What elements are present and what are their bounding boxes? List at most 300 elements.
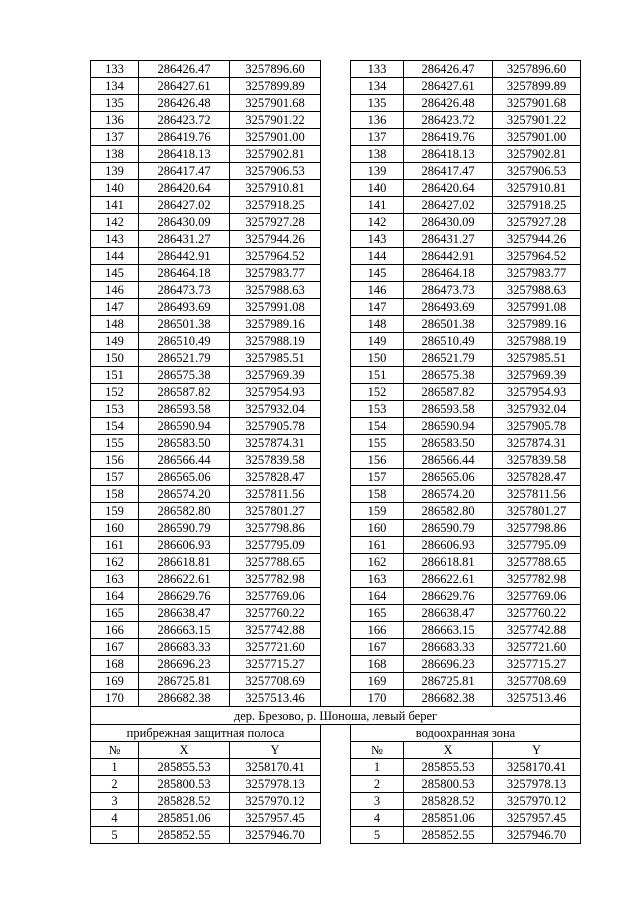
table-row bbox=[91, 299, 581, 316]
x-coordinate-cell: 286427.61 bbox=[404, 78, 493, 95]
table-row bbox=[91, 452, 581, 469]
point-number-cell: 4 bbox=[351, 810, 404, 827]
table-row bbox=[91, 367, 581, 384]
column-gap bbox=[321, 146, 351, 163]
x-coordinate-cell: 285855.53 bbox=[139, 759, 230, 776]
y-coordinate-cell: 3257988.63 bbox=[230, 282, 321, 299]
x-coordinate-cell: 286638.47 bbox=[139, 605, 230, 622]
table-row bbox=[91, 112, 581, 129]
y-coordinate-cell: 3257932.04 bbox=[493, 401, 581, 418]
y-coordinate-cell: 3257901.22 bbox=[493, 112, 581, 129]
table-row bbox=[91, 333, 581, 350]
x-coordinate-cell: 286725.81 bbox=[139, 673, 230, 690]
x-coordinate-cell: 286426.47 bbox=[404, 61, 493, 78]
point-number-cell: 133 bbox=[91, 61, 139, 78]
y-coordinate-cell: 3257910.81 bbox=[493, 180, 581, 197]
y-coordinate-cell: 3257721.60 bbox=[230, 639, 321, 656]
column-gap bbox=[321, 759, 351, 776]
y-coordinate-cell: 3257954.93 bbox=[493, 384, 581, 401]
y-coordinate-cell: 3257991.08 bbox=[493, 299, 581, 316]
x-coordinate-cell: 286427.02 bbox=[139, 197, 230, 214]
table-row bbox=[91, 537, 581, 554]
y-coordinate-cell: 3257988.63 bbox=[493, 282, 581, 299]
table-row bbox=[91, 384, 581, 401]
y-coordinate-cell: 3257801.27 bbox=[493, 503, 581, 520]
point-number-cell: 145 bbox=[91, 265, 139, 282]
x-coordinate-cell: 286431.27 bbox=[139, 231, 230, 248]
x-coordinate-cell: 286442.91 bbox=[404, 248, 493, 265]
x-coordinate-cell: 286574.20 bbox=[139, 486, 230, 503]
x-coordinate-cell: 286618.81 bbox=[139, 554, 230, 571]
y-coordinate-cell: 3257970.12 bbox=[230, 793, 321, 810]
right-zone-title: водоохранная зона bbox=[351, 725, 581, 742]
column-gap bbox=[321, 384, 351, 401]
x-coordinate-cell: 286582.80 bbox=[139, 503, 230, 520]
x-coordinate-cell: 286682.38 bbox=[404, 690, 493, 707]
point-number-cell: 146 bbox=[91, 282, 139, 299]
y-coordinate-cell: 3257906.53 bbox=[230, 163, 321, 180]
point-number-cell: 168 bbox=[351, 656, 404, 673]
y-coordinate-cell: 3257798.86 bbox=[230, 520, 321, 537]
x-coordinate-cell: 286430.09 bbox=[404, 214, 493, 231]
y-coordinate-cell: 3257901.22 bbox=[230, 112, 321, 129]
x-coordinate-cell: 285828.52 bbox=[404, 793, 493, 810]
point-number-cell: 141 bbox=[351, 197, 404, 214]
y-coordinate-cell: 3257811.56 bbox=[230, 486, 321, 503]
x-coordinate-cell: 286473.73 bbox=[139, 282, 230, 299]
y-coordinate-cell: 3257969.39 bbox=[493, 367, 581, 384]
point-number-cell: 150 bbox=[351, 350, 404, 367]
point-number-cell: 159 bbox=[91, 503, 139, 520]
section-title: дер. Брезово, р. Шоноша, левый берег bbox=[91, 707, 581, 725]
point-number-cell: 144 bbox=[351, 248, 404, 265]
y-coordinate-cell: 3257918.25 bbox=[493, 197, 581, 214]
table-row bbox=[91, 690, 581, 707]
point-number-cell: 156 bbox=[351, 452, 404, 469]
point-number-cell: 137 bbox=[351, 129, 404, 146]
point-number-cell: 164 bbox=[91, 588, 139, 605]
x-coordinate-cell: 286725.81 bbox=[404, 673, 493, 690]
point-number-cell: 135 bbox=[91, 95, 139, 112]
point-number-cell: 148 bbox=[351, 316, 404, 333]
point-number-cell: 163 bbox=[91, 571, 139, 588]
y-coordinate-cell: 3257896.60 bbox=[493, 61, 581, 78]
column-gap bbox=[321, 605, 351, 622]
x-coordinate-cell: 286442.91 bbox=[139, 248, 230, 265]
x-coordinate-cell: 286683.33 bbox=[404, 639, 493, 656]
table-row bbox=[91, 486, 581, 503]
column-gap bbox=[321, 112, 351, 129]
column-gap bbox=[321, 265, 351, 282]
y-coordinate-cell: 3257989.16 bbox=[493, 316, 581, 333]
zone-title-row bbox=[91, 725, 581, 742]
y-coordinate-cell: 3257946.70 bbox=[230, 827, 321, 844]
column-gap bbox=[321, 810, 351, 827]
y-coordinate-cell: 3257899.89 bbox=[493, 78, 581, 95]
x-coordinate-cell: 286521.79 bbox=[139, 350, 230, 367]
x-coordinate-cell: 286464.18 bbox=[404, 265, 493, 282]
y-coordinate-cell: 3257742.88 bbox=[230, 622, 321, 639]
header-y: Y bbox=[493, 742, 581, 759]
y-coordinate-cell: 3257901.00 bbox=[230, 129, 321, 146]
y-coordinate-cell: 3257969.39 bbox=[230, 367, 321, 384]
coordinates-table bbox=[90, 60, 581, 844]
table-row bbox=[91, 350, 581, 367]
x-coordinate-cell: 286493.69 bbox=[139, 299, 230, 316]
table-row bbox=[91, 810, 581, 827]
table-row bbox=[91, 265, 581, 282]
y-coordinate-cell: 3257910.81 bbox=[230, 180, 321, 197]
y-coordinate-cell: 3257801.27 bbox=[230, 503, 321, 520]
point-number-cell: 147 bbox=[91, 299, 139, 316]
column-gap bbox=[321, 622, 351, 639]
y-coordinate-cell: 3257985.51 bbox=[230, 350, 321, 367]
header-x: X bbox=[404, 742, 493, 759]
column-gap bbox=[321, 827, 351, 844]
x-coordinate-cell: 286510.49 bbox=[404, 333, 493, 350]
x-coordinate-cell: 286606.93 bbox=[139, 537, 230, 554]
y-coordinate-cell: 3257769.06 bbox=[230, 588, 321, 605]
y-coordinate-cell: 3257839.58 bbox=[230, 452, 321, 469]
column-gap bbox=[321, 197, 351, 214]
y-coordinate-cell: 3257927.28 bbox=[493, 214, 581, 231]
point-number-cell: 169 bbox=[91, 673, 139, 690]
table-row bbox=[91, 401, 581, 418]
column-gap bbox=[321, 742, 351, 759]
point-number-cell: 160 bbox=[351, 520, 404, 537]
y-coordinate-cell: 3257896.60 bbox=[230, 61, 321, 78]
table-row bbox=[91, 78, 581, 95]
point-number-cell: 143 bbox=[91, 231, 139, 248]
column-gap bbox=[321, 61, 351, 78]
x-coordinate-cell: 286622.61 bbox=[139, 571, 230, 588]
point-number-cell: 1 bbox=[91, 759, 139, 776]
y-coordinate-cell: 3258170.41 bbox=[230, 759, 321, 776]
point-number-cell: 140 bbox=[91, 180, 139, 197]
x-coordinate-cell: 286629.76 bbox=[404, 588, 493, 605]
x-coordinate-cell: 286419.76 bbox=[139, 129, 230, 146]
x-coordinate-cell: 286418.13 bbox=[139, 146, 230, 163]
column-gap bbox=[321, 95, 351, 112]
y-coordinate-cell: 3257927.28 bbox=[230, 214, 321, 231]
column-gap bbox=[321, 639, 351, 656]
point-number-cell: 166 bbox=[91, 622, 139, 639]
x-coordinate-cell: 286566.44 bbox=[139, 452, 230, 469]
x-coordinate-cell: 286417.47 bbox=[404, 163, 493, 180]
column-gap bbox=[321, 486, 351, 503]
x-coordinate-cell: 286663.15 bbox=[404, 622, 493, 639]
y-coordinate-cell: 3257964.52 bbox=[230, 248, 321, 265]
x-coordinate-cell: 286590.79 bbox=[139, 520, 230, 537]
table-row bbox=[91, 503, 581, 520]
point-number-cell: 3 bbox=[91, 793, 139, 810]
column-gap bbox=[321, 571, 351, 588]
table-row bbox=[91, 282, 581, 299]
point-number-cell: 167 bbox=[351, 639, 404, 656]
column-gap bbox=[321, 78, 351, 95]
point-number-cell: 153 bbox=[351, 401, 404, 418]
y-coordinate-cell: 3258170.41 bbox=[493, 759, 581, 776]
y-coordinate-cell: 3257788.65 bbox=[230, 554, 321, 571]
column-gap bbox=[321, 248, 351, 265]
x-coordinate-cell: 286696.23 bbox=[404, 656, 493, 673]
point-number-cell: 154 bbox=[351, 418, 404, 435]
table-row bbox=[91, 520, 581, 537]
x-coordinate-cell: 286417.47 bbox=[139, 163, 230, 180]
column-gap bbox=[321, 793, 351, 810]
y-coordinate-cell: 3257874.31 bbox=[493, 435, 581, 452]
table-row bbox=[91, 622, 581, 639]
x-coordinate-cell: 286427.61 bbox=[139, 78, 230, 95]
y-coordinate-cell: 3257978.13 bbox=[230, 776, 321, 793]
x-coordinate-cell: 286493.69 bbox=[404, 299, 493, 316]
column-gap bbox=[321, 299, 351, 316]
table-row bbox=[91, 418, 581, 435]
point-number-cell: 155 bbox=[91, 435, 139, 452]
y-coordinate-cell: 3257839.58 bbox=[493, 452, 581, 469]
point-number-cell: 151 bbox=[91, 367, 139, 384]
point-number-cell: 5 bbox=[351, 827, 404, 844]
x-coordinate-cell: 286590.94 bbox=[139, 418, 230, 435]
table-row bbox=[91, 776, 581, 793]
x-coordinate-cell: 286587.82 bbox=[404, 384, 493, 401]
x-coordinate-cell: 286501.38 bbox=[139, 316, 230, 333]
x-coordinate-cell: 286574.20 bbox=[404, 486, 493, 503]
x-coordinate-cell: 285855.53 bbox=[404, 759, 493, 776]
point-number-cell: 153 bbox=[91, 401, 139, 418]
point-number-cell: 133 bbox=[351, 61, 404, 78]
y-coordinate-cell: 3257811.56 bbox=[493, 486, 581, 503]
x-coordinate-cell: 286582.80 bbox=[404, 503, 493, 520]
point-number-cell: 152 bbox=[351, 384, 404, 401]
x-coordinate-cell: 286606.93 bbox=[404, 537, 493, 554]
table-row bbox=[91, 435, 581, 452]
column-gap bbox=[321, 435, 351, 452]
column-gap bbox=[321, 725, 351, 742]
x-coordinate-cell: 285852.55 bbox=[139, 827, 230, 844]
point-number-cell: 142 bbox=[91, 214, 139, 231]
x-coordinate-cell: 286575.38 bbox=[404, 367, 493, 384]
x-coordinate-cell: 286427.02 bbox=[404, 197, 493, 214]
column-gap bbox=[321, 452, 351, 469]
table-row bbox=[91, 197, 581, 214]
x-coordinate-cell: 286629.76 bbox=[139, 588, 230, 605]
table-row bbox=[91, 827, 581, 844]
y-coordinate-cell: 3257513.46 bbox=[493, 690, 581, 707]
x-coordinate-cell: 286696.23 bbox=[139, 656, 230, 673]
point-number-cell: 136 bbox=[351, 112, 404, 129]
y-coordinate-cell: 3257988.19 bbox=[493, 333, 581, 350]
table-row bbox=[91, 588, 581, 605]
y-coordinate-cell: 3257954.93 bbox=[230, 384, 321, 401]
x-coordinate-cell: 286423.72 bbox=[404, 112, 493, 129]
point-number-cell: 150 bbox=[91, 350, 139, 367]
point-number-cell: 3 bbox=[351, 793, 404, 810]
y-coordinate-cell: 3257760.22 bbox=[230, 605, 321, 622]
point-number-cell: 166 bbox=[351, 622, 404, 639]
x-coordinate-cell: 286593.58 bbox=[139, 401, 230, 418]
x-coordinate-cell: 285851.06 bbox=[404, 810, 493, 827]
x-coordinate-cell: 286565.06 bbox=[139, 469, 230, 486]
point-number-cell: 162 bbox=[351, 554, 404, 571]
point-number-cell: 4 bbox=[91, 810, 139, 827]
y-coordinate-cell: 3257970.12 bbox=[493, 793, 581, 810]
point-number-cell: 137 bbox=[91, 129, 139, 146]
point-number-cell: 162 bbox=[91, 554, 139, 571]
x-coordinate-cell: 286426.48 bbox=[139, 95, 230, 112]
column-gap bbox=[321, 129, 351, 146]
point-number-cell: 158 bbox=[91, 486, 139, 503]
y-coordinate-cell: 3257788.65 bbox=[493, 554, 581, 571]
column-gap bbox=[321, 163, 351, 180]
x-coordinate-cell: 286587.82 bbox=[139, 384, 230, 401]
y-coordinate-cell: 3257782.98 bbox=[493, 571, 581, 588]
section-title-row bbox=[91, 707, 581, 725]
y-coordinate-cell: 3257985.51 bbox=[493, 350, 581, 367]
point-number-cell: 135 bbox=[351, 95, 404, 112]
column-gap bbox=[321, 401, 351, 418]
point-number-cell: 165 bbox=[351, 605, 404, 622]
y-coordinate-cell: 3257795.09 bbox=[493, 537, 581, 554]
y-coordinate-cell: 3257932.04 bbox=[230, 401, 321, 418]
point-number-cell: 157 bbox=[351, 469, 404, 486]
point-number-cell: 160 bbox=[91, 520, 139, 537]
point-number-cell: 145 bbox=[351, 265, 404, 282]
point-number-cell: 161 bbox=[91, 537, 139, 554]
table-row bbox=[91, 759, 581, 776]
point-number-cell: 148 bbox=[91, 316, 139, 333]
y-coordinate-cell: 3257760.22 bbox=[493, 605, 581, 622]
table-row bbox=[91, 231, 581, 248]
x-coordinate-cell: 286622.61 bbox=[404, 571, 493, 588]
x-coordinate-cell: 286521.79 bbox=[404, 350, 493, 367]
x-coordinate-cell: 286682.38 bbox=[139, 690, 230, 707]
x-coordinate-cell: 285800.53 bbox=[404, 776, 493, 793]
point-number-cell: 2 bbox=[91, 776, 139, 793]
y-coordinate-cell: 3257715.27 bbox=[493, 656, 581, 673]
y-coordinate-cell: 3257957.45 bbox=[493, 810, 581, 827]
table-row bbox=[91, 248, 581, 265]
header-number: № bbox=[351, 742, 404, 759]
y-coordinate-cell: 3257944.26 bbox=[230, 231, 321, 248]
x-coordinate-cell: 285851.06 bbox=[139, 810, 230, 827]
point-number-cell: 152 bbox=[91, 384, 139, 401]
x-coordinate-cell: 285800.53 bbox=[139, 776, 230, 793]
x-coordinate-cell: 286566.44 bbox=[404, 452, 493, 469]
x-coordinate-cell: 286575.38 bbox=[139, 367, 230, 384]
point-number-cell: 155 bbox=[351, 435, 404, 452]
table-row bbox=[91, 571, 581, 588]
table-row bbox=[91, 129, 581, 146]
column-gap bbox=[321, 690, 351, 707]
y-coordinate-cell: 3257901.68 bbox=[230, 95, 321, 112]
x-coordinate-cell: 286618.81 bbox=[404, 554, 493, 571]
table-row bbox=[91, 180, 581, 197]
y-coordinate-cell: 3257946.70 bbox=[493, 827, 581, 844]
y-coordinate-cell: 3257769.06 bbox=[493, 588, 581, 605]
x-coordinate-cell: 285828.52 bbox=[139, 793, 230, 810]
point-number-cell: 170 bbox=[351, 690, 404, 707]
y-coordinate-cell: 3257991.08 bbox=[230, 299, 321, 316]
point-number-cell: 138 bbox=[351, 146, 404, 163]
point-number-cell: 142 bbox=[351, 214, 404, 231]
x-coordinate-cell: 286464.18 bbox=[139, 265, 230, 282]
point-number-cell: 168 bbox=[91, 656, 139, 673]
table-row bbox=[91, 61, 581, 78]
y-coordinate-cell: 3257715.27 bbox=[230, 656, 321, 673]
y-coordinate-cell: 3257902.81 bbox=[493, 146, 581, 163]
y-coordinate-cell: 3257782.98 bbox=[230, 571, 321, 588]
x-coordinate-cell: 286420.64 bbox=[139, 180, 230, 197]
column-gap bbox=[321, 673, 351, 690]
point-number-cell: 147 bbox=[351, 299, 404, 316]
column-gap bbox=[321, 418, 351, 435]
x-coordinate-cell: 286565.06 bbox=[404, 469, 493, 486]
y-coordinate-cell: 3257901.68 bbox=[493, 95, 581, 112]
y-coordinate-cell: 3257798.86 bbox=[493, 520, 581, 537]
table-row bbox=[91, 793, 581, 810]
column-gap bbox=[321, 503, 351, 520]
column-gap bbox=[321, 554, 351, 571]
x-coordinate-cell: 286426.47 bbox=[139, 61, 230, 78]
y-coordinate-cell: 3257742.88 bbox=[493, 622, 581, 639]
column-gap bbox=[321, 537, 351, 554]
point-number-cell: 5 bbox=[91, 827, 139, 844]
table-row bbox=[91, 146, 581, 163]
y-coordinate-cell: 3257874.31 bbox=[230, 435, 321, 452]
y-coordinate-cell: 3257944.26 bbox=[493, 231, 581, 248]
y-coordinate-cell: 3257902.81 bbox=[230, 146, 321, 163]
point-number-cell: 144 bbox=[91, 248, 139, 265]
y-coordinate-cell: 3257708.69 bbox=[230, 673, 321, 690]
point-number-cell: 167 bbox=[91, 639, 139, 656]
x-coordinate-cell: 286593.58 bbox=[404, 401, 493, 418]
point-number-cell: 136 bbox=[91, 112, 139, 129]
y-coordinate-cell: 3257899.89 bbox=[230, 78, 321, 95]
y-coordinate-cell: 3257513.46 bbox=[230, 690, 321, 707]
y-coordinate-cell: 3257906.53 bbox=[493, 163, 581, 180]
column-gap bbox=[321, 231, 351, 248]
x-coordinate-cell: 286590.79 bbox=[404, 520, 493, 537]
point-number-cell: 161 bbox=[351, 537, 404, 554]
point-number-cell: 165 bbox=[91, 605, 139, 622]
point-number-cell: 140 bbox=[351, 180, 404, 197]
point-number-cell: 139 bbox=[351, 163, 404, 180]
table-row bbox=[91, 656, 581, 673]
point-number-cell: 139 bbox=[91, 163, 139, 180]
y-coordinate-cell: 3257957.45 bbox=[230, 810, 321, 827]
column-gap bbox=[321, 350, 351, 367]
column-gap bbox=[321, 214, 351, 231]
left-zone-title: прибрежная защитная полоса bbox=[91, 725, 321, 742]
y-coordinate-cell: 3257978.13 bbox=[493, 776, 581, 793]
point-number-cell: 170 bbox=[91, 690, 139, 707]
column-gap bbox=[321, 588, 351, 605]
point-number-cell: 163 bbox=[351, 571, 404, 588]
x-coordinate-cell: 286430.09 bbox=[139, 214, 230, 231]
table-row bbox=[91, 316, 581, 333]
x-coordinate-cell: 285852.55 bbox=[404, 827, 493, 844]
point-number-cell: 146 bbox=[351, 282, 404, 299]
x-coordinate-cell: 286590.94 bbox=[404, 418, 493, 435]
x-coordinate-cell: 286418.13 bbox=[404, 146, 493, 163]
point-number-cell: 156 bbox=[91, 452, 139, 469]
point-number-cell: 164 bbox=[351, 588, 404, 605]
header-row bbox=[91, 742, 581, 759]
x-coordinate-cell: 286510.49 bbox=[139, 333, 230, 350]
point-number-cell: 149 bbox=[351, 333, 404, 350]
table-row bbox=[91, 639, 581, 656]
